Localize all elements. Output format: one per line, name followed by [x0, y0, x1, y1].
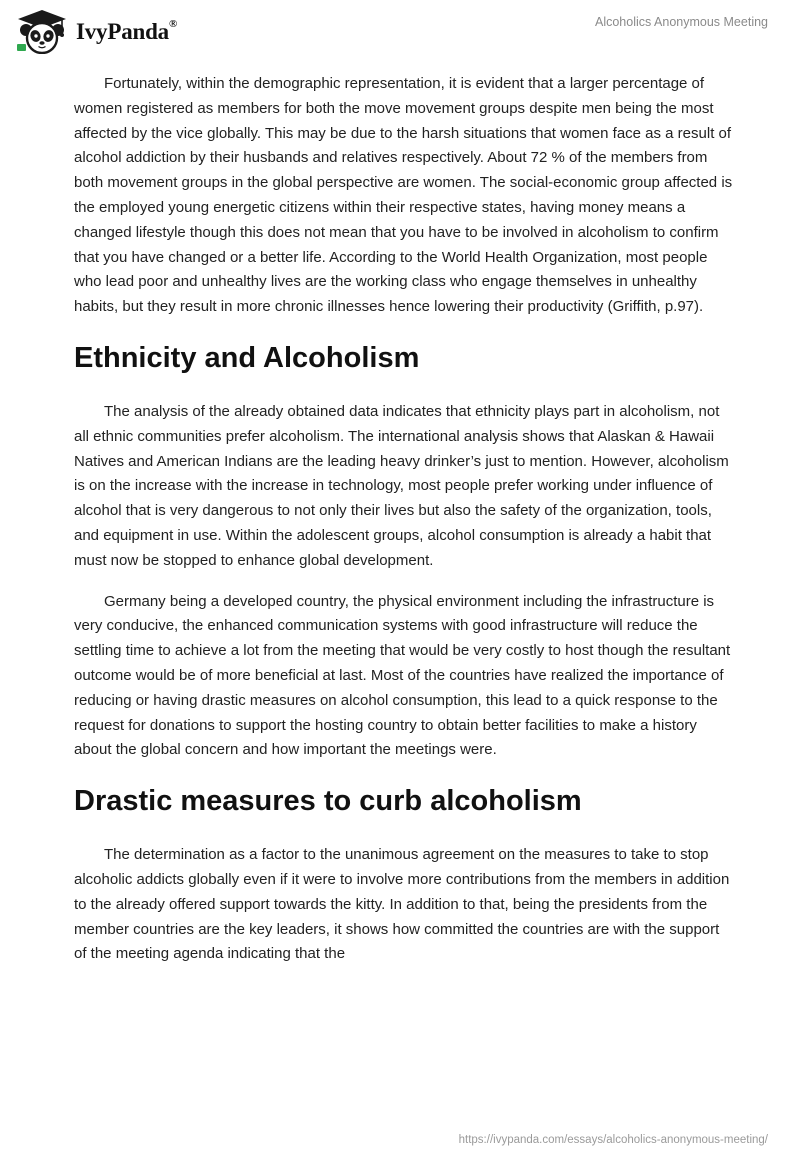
source-url[interactable]: https://ivypanda.com/essays/alcoholics-anonymous-meeting/ — [458, 1134, 768, 1146]
paragraph-germany: Germany being a developed country, the physical environment including the infrastructure is very conducive, the enhanced communication systems with good infrastructure will reduce the settling time to achieve a lot from the meeting that would be very costly to host though the resultant outcome would be of more beneficial at last. Most of the countries have realized the importance of reducing or having drastic measures on alcohol consumption, this lead to a quick response to the request for donations to support the hosting country to obtain better facilities to make a history about the global concern and how important the meetings were. — [74, 592, 731, 759]
logo-text: IvyPanda® — [76, 18, 178, 44]
page-header — [0, 0, 800, 70]
heading-drastic-measures: Drastic measures to curb alcoholism — [74, 785, 582, 818]
logo[interactable] — [16, 8, 177, 54]
panda-graduate-icon — [16, 8, 72, 54]
paragraph-determination: The determination as a factor to the unanimous agreement on the measures to take to stop alcoholic addicts globally even if it were to involve more contributions from the members in addition to the already offered support towards the kitty. In addition to that, being the presidents from the member countries are the key leaders, it shows how committed the countries are with the support of the meeting agenda indicating that the — [74, 846, 730, 963]
essay-content — [74, 72, 734, 983]
registered-mark: ® — [168, 18, 178, 31]
paragraph-demographics: Fortunately, within the demographic representation, it is evident that a larger percentage of women registered as members for both the move movement groups despite men being the most affected by the vice globally. This may be due to the harsh situations that women face as a result of alcohol addiction by their husbands and relatives respectively. About 72 % of the members from both movement groups in the global perspective are women. The social-economic group affected is the employed young energetic citizens within their respective states, having money means a changed lifestyle though this does not mean that you have to be involved in alcoholism to confirm that you have changed or a better life. According to the World Health Organization, most people who lead poor and unhealthy lives are the working class who engage themselves in unhealthy habits, but they result in more chronic illnesses hence lowering their productivity (Griffith, p.97). — [74, 75, 733, 316]
document-title: Alcoholics Anonymous Meeting — [594, 15, 768, 29]
paragraph-ethnicity: The analysis of the already obtained data indicates that ethnicity plays part in alcoholism, not all ethnic communities prefer alcoholism. The international analysis shows that Alaskan & Hawaii Natives and American Indians are the leading heavy drinker’s just to mention. However, alcoholism is on the increase with the increase in technology, most people prefer working under influence of alcohol that is very dangerous to not only their lives but also the safety of the organization, tools, and equipment in use. Within the adolescent groups, alcohol consumption is already a habit that must now be stopped to enhance global development. — [74, 402, 729, 569]
heading-ethnicity: Ethnicity and Alcoholism — [74, 341, 420, 374]
